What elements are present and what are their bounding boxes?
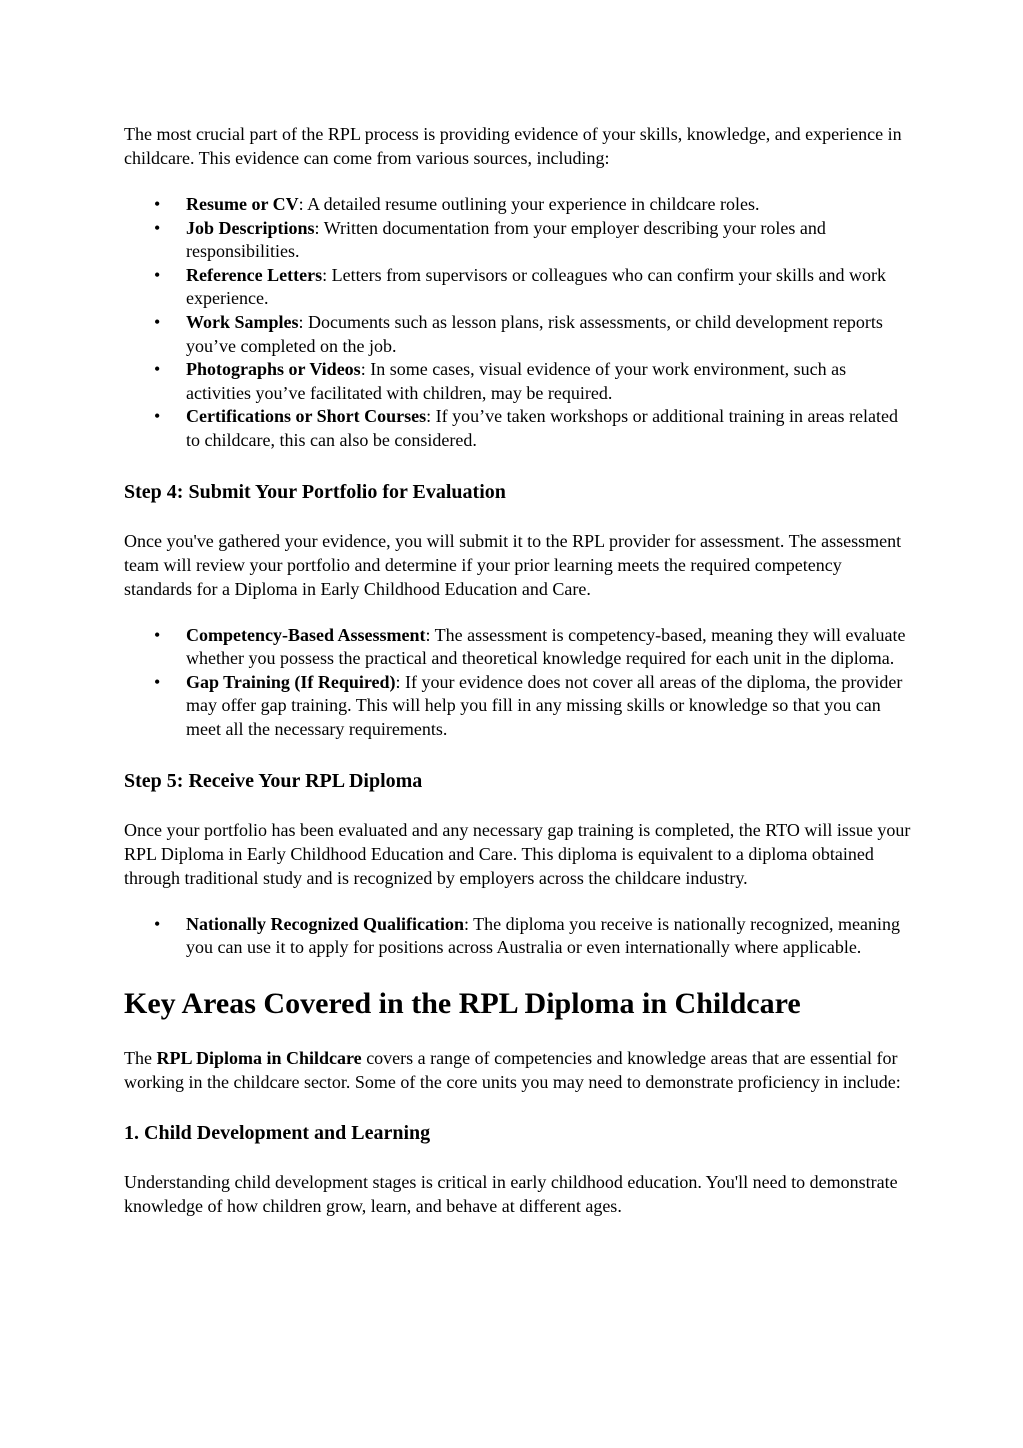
list-item-term: Job Descriptions	[186, 217, 315, 238]
list-item	[124, 264, 914, 311]
step5-list	[124, 913, 914, 960]
evidence-list	[124, 193, 914, 453]
list-item-desc: : The assessment is competency-based, meaning they will evaluate whether you possess the practical and theoretical knowledge required for each unit in the diploma.	[186, 624, 906, 669]
list-item-desc: : Written documentation from your employer describing your roles and responsibilities.	[186, 217, 826, 262]
list-item	[124, 671, 914, 742]
intro-paragraph: The most crucial part of the RPL process is providing evidence of your skills, knowledge, and experience in childcare. This evidence can come from various sources, including:	[124, 124, 902, 168]
step4-list	[124, 624, 914, 742]
section1-heading: 1. Child Development and Learning	[124, 1121, 431, 1144]
key-areas-intro	[124, 1046, 914, 1094]
list-item-term: Competency-Based Assessment	[186, 624, 426, 645]
list-item-term: Nationally Recognized Qualification	[186, 913, 464, 934]
list-item	[124, 193, 914, 217]
list-item-desc: : If your evidence does not cover all areas of the diploma, the provider may offer gap training. This will help you fill in any missing skills or knowledge so that you can meet all the necessary requirements.	[186, 671, 903, 739]
step4-paragraph: Once you've gathered your evidence, you will submit it to the RPL provider for assessment. The assessment team will review your portfolio and determine if your prior learning meets the required competency standards for a Diploma in Early Childhood Education and Care.	[124, 530, 902, 599]
list-item	[124, 217, 914, 264]
key-areas-heading: Key Areas Covered in the RPL Diploma in Childcare	[124, 986, 801, 1020]
section1-paragraph: Understanding child development stages is critical in early childhood education. You'll need to demonstrate knowledge of how children grow, learn, and behave at different ages.	[124, 1171, 898, 1216]
list-item-term: Resume or CV	[186, 194, 299, 214]
step5-paragraph: Once your portfolio has been evaluated and any necessary gap training is completed, the RTO will issue your RPL Diploma in Early Childhood Education and Care. This diploma is equivalent to a diploma obtained through traditional study and is recognized by employers across the childcare industry.	[124, 819, 911, 888]
list-item	[124, 405, 914, 452]
list-item	[124, 624, 914, 671]
list-item-desc: : If you’ve taken workshops or additional training in areas related to childcare, this can also be considered.	[186, 406, 898, 450]
list-item-desc: : A detailed resume outlining your experience in childcare roles.	[298, 194, 760, 214]
list-item-term: Work Samples	[186, 311, 299, 332]
list-item-term: Photographs or Videos	[186, 359, 361, 380]
list-item-desc: : Documents such as lesson plans, risk assessments, or child development reports you’ve completed on the job.	[186, 311, 883, 356]
list-item-desc: : The diploma you receive is nationally recognized, meaning you can use it to apply for positions across Australia or even internationally where applicable.	[186, 913, 901, 958]
list-item	[124, 311, 914, 358]
list-item-desc: : Letters from supervisors or colleagues who can confirm your skills and work experience.	[186, 264, 886, 309]
key-areas-intro-prefix: The	[124, 1047, 157, 1068]
list-item	[124, 358, 914, 405]
key-areas-intro-bold: RPL Diploma in Childcare	[156, 1047, 362, 1068]
list-item-term: Gap Training (If Required)	[186, 671, 396, 692]
step4-heading: Step 4: Submit Your Portfolio for Evaluation	[124, 480, 506, 503]
list-item-term: Reference Letters	[186, 264, 323, 285]
document-page	[124, 122, 914, 1218]
list-item-desc: : In some cases, visual evidence of your work environment, such as activities you’ve facilitated with children, may be required.	[186, 359, 847, 403]
step5-heading: Step 5: Receive Your RPL Diploma	[124, 769, 423, 792]
key-areas-intro-suffix: covers a range of competencies and knowledge areas that are essential for working in the childcare sector. Some of the core units you may need to demonstrate proficiency in include:	[124, 1047, 901, 1092]
list-item-term: Certifications or Short Courses	[186, 406, 427, 427]
list-item	[124, 913, 914, 960]
